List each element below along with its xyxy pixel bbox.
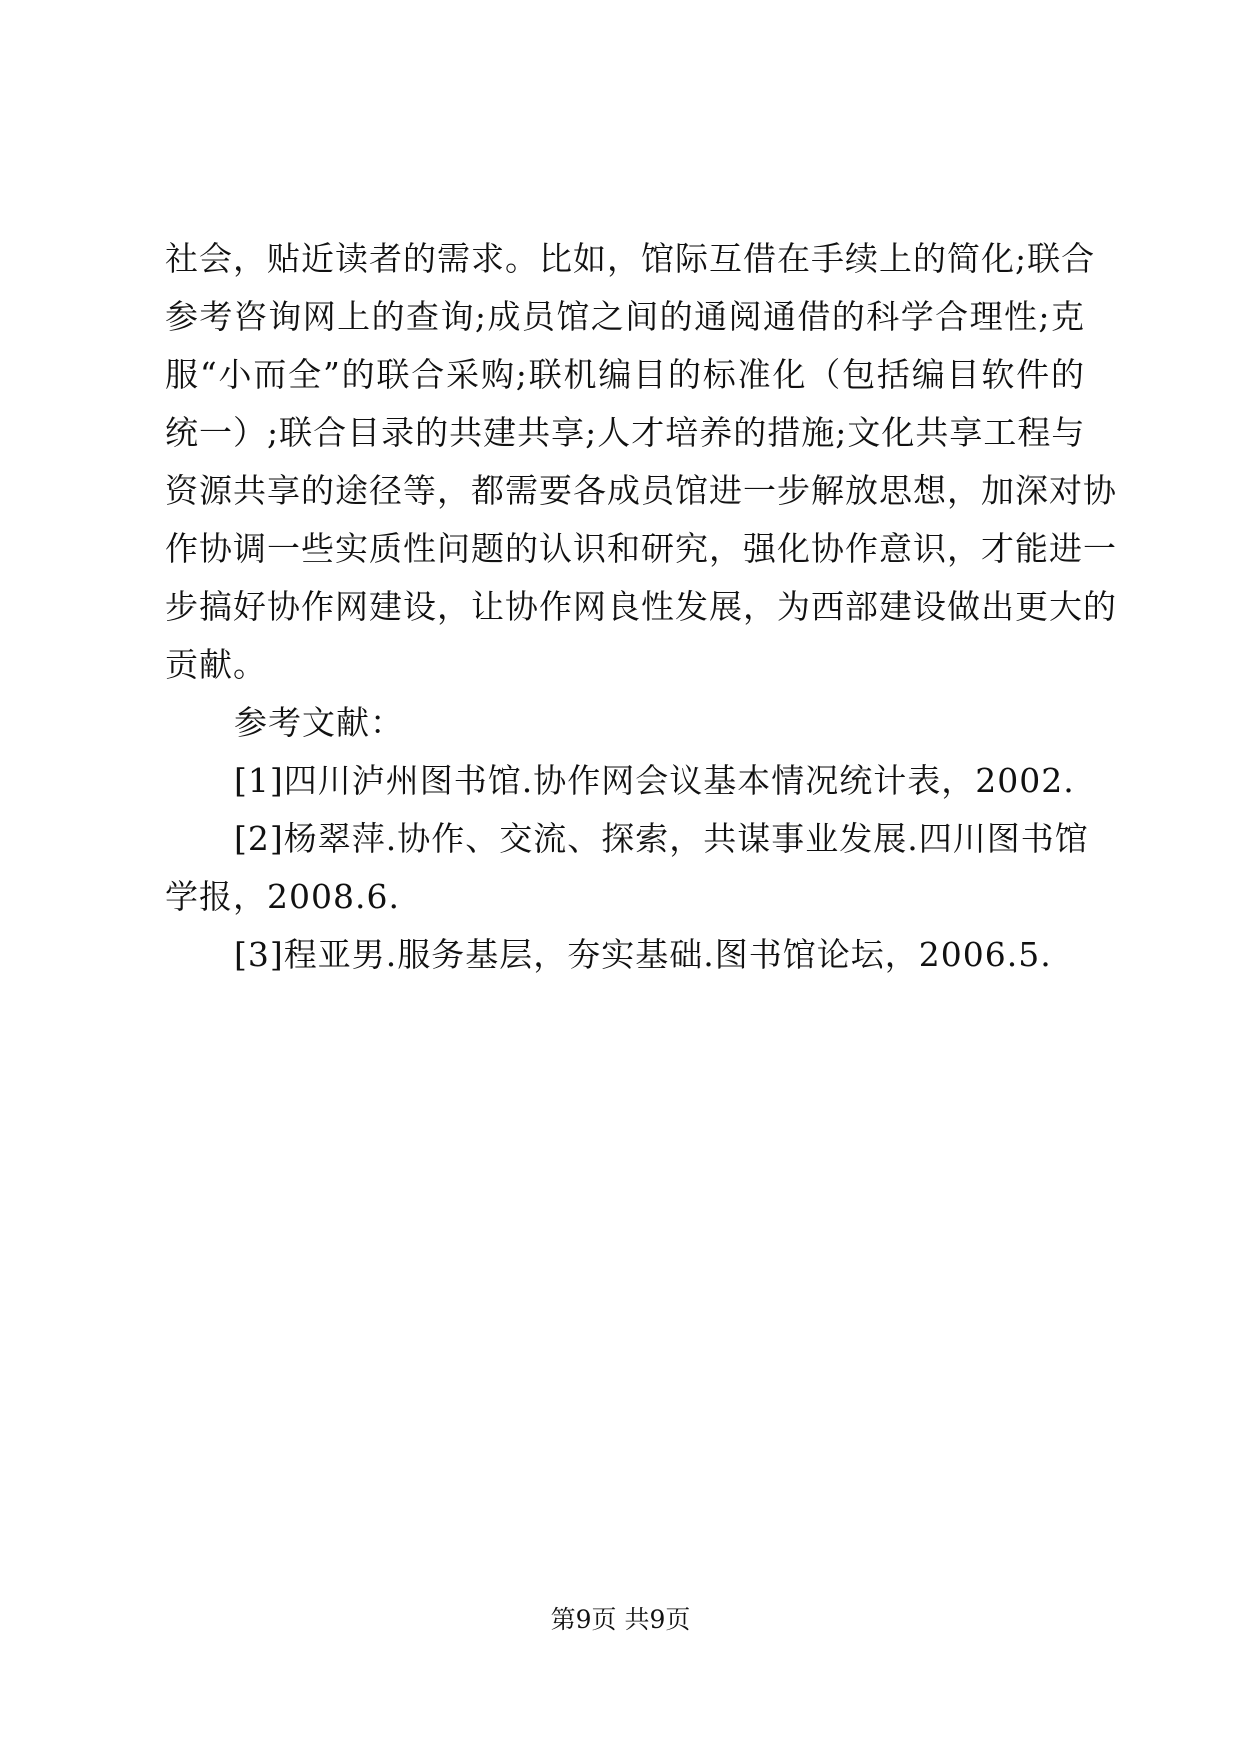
references-heading: 参考文献：	[234, 703, 404, 742]
reference-item: [3]程亚男.服务基层，夯实基础.图书馆论坛，2006.5.	[234, 935, 1052, 974]
paragraph-line: 统一）;联合目录的共建共享;人才培养的措施;文化共享工程与	[165, 413, 1086, 452]
paragraph-line: 作协调一些实质性问题的认识和研究，强化协作意识，才能进一	[165, 529, 1117, 568]
paragraph-line: 资源共享的途径等，都需要各成员馆进一步解放思想，加深对协	[165, 471, 1117, 510]
reference-item: [2]杨翠萍.协作、交流、探索，共谋事业发展.四川图书馆	[234, 819, 1089, 858]
paragraph-line: 步搞好协作网建设，让协作网良性发展，为西部建设做出更大的	[165, 587, 1117, 626]
paragraph-line: 社会，贴近读者的需求。比如，馆际互借在手续上的简化;联合	[165, 239, 1096, 278]
paragraph-line: 服“小而全”的联合采购;联机编目的标准化（包括编目软件的	[165, 355, 1085, 394]
paragraph-line: 参考咨询网上的查询;成员馆之间的通阅通借的科学合理性;克	[165, 297, 1085, 336]
paragraph-line: 贡献。	[165, 645, 267, 684]
reference-item-continuation: 学报，2008.6.	[165, 877, 400, 916]
page-footer: 第9页 共9页	[550, 1605, 691, 1634]
reference-item: [1]四川泸州图书馆.协作网会议基本情况统计表，2002.	[234, 761, 1075, 800]
body-text	[165, 230, 1117, 984]
